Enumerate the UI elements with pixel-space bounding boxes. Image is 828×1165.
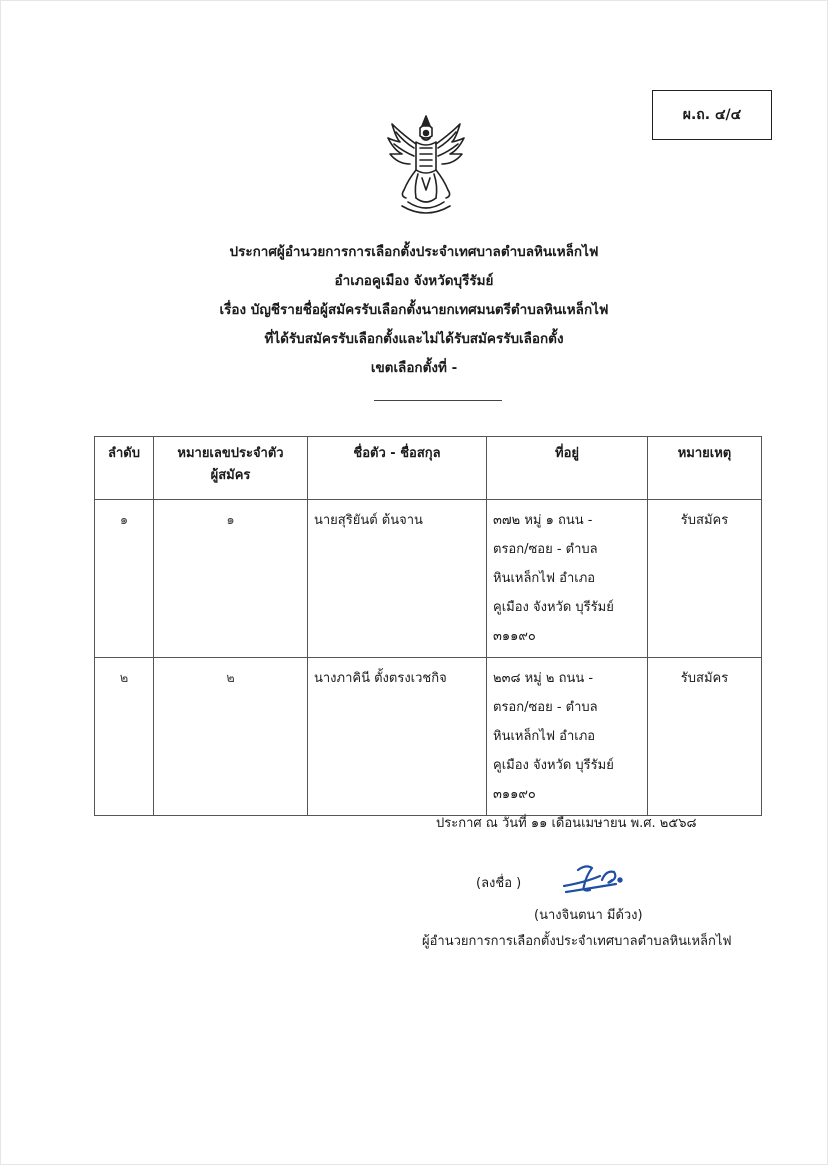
column-header-number-line-2: ผู้สมัคร — [210, 468, 251, 483]
cell-address — [487, 500, 648, 658]
header-line-3: เรื่อง บัญชีรายชื่อผู้สมัครรับเลือกตั้งนายกเทศมนตรีตำบลหินเหล็กไฟ — [219, 302, 609, 318]
table-row — [95, 658, 762, 816]
header-line-5: เขตเลือกตั้งที่ - — [370, 360, 458, 376]
cell-name: นายสุริยันต์ ต้นจาน — [308, 500, 487, 658]
signer-position: ผู้อำนวยการการเลือกตั้งประจำเทศบาลตำบลหินเหล็กไฟ — [422, 934, 732, 949]
form-code: ผ.ถ. ๔/๔ — [682, 107, 742, 123]
cell-candidate-number: ๑ — [154, 500, 308, 658]
signature-icon — [556, 856, 636, 898]
cell-candidate-number: ๒ — [154, 658, 308, 816]
column-header-note: หมายเหตุ — [648, 437, 762, 500]
announcement-header — [100, 238, 728, 383]
table-header-row — [95, 437, 762, 500]
signer-name: (นางจินตนา มีด้วง) — [534, 908, 643, 923]
cell-order: ๑ — [95, 500, 154, 658]
header-divider — [374, 400, 502, 401]
address-line: หินเหล็กไฟ อำเภอ — [493, 729, 596, 744]
table-row — [95, 500, 762, 658]
column-header-order: ลำดับ — [95, 437, 154, 500]
cell-address — [487, 658, 648, 816]
garuda-emblem-icon — [386, 112, 466, 218]
address-line: ๓๑๑๙๐ — [493, 787, 536, 802]
form-code-box — [652, 90, 772, 140]
address-line: หินเหล็กไฟ อำเภอ — [493, 571, 596, 586]
announcement-date: ประกาศ ณ วันที่ ๑๑ เดือนเมษายน พ.ศ. ๒๕๖๘ — [436, 816, 697, 831]
header-line-2: อำเภอคูเมือง จังหวัดบุรีรัมย์ — [334, 273, 494, 289]
cell-name: นางภาคินี ตั้งตรงเวชกิจ — [308, 658, 487, 816]
address-line: ๒๓๘ หมู่ ๒ ถนน - — [493, 671, 594, 686]
candidate-table — [94, 436, 762, 816]
cell-order: ๒ — [95, 658, 154, 816]
address-line: ตรอก/ซอย - ตำบล — [493, 542, 598, 557]
address-line: คูเมือง จังหวัด บุรีรัมย์ — [493, 600, 614, 615]
column-header-address: ที่อยู่ — [487, 437, 648, 500]
column-header-number-line-1: หมายเลขประจำตัว — [177, 446, 284, 461]
cell-note: รับสมัคร — [648, 500, 762, 658]
cell-note: รับสมัคร — [648, 658, 762, 816]
address-line: ๓๗๒ หมู่ ๑ ถนน - — [493, 513, 593, 528]
header-line-4: ที่ได้รับสมัครรับเลือกตั้งและไม่ได้รับสมัครรับเลือกตั้ง — [264, 331, 564, 347]
column-header-candidate-number — [154, 437, 308, 500]
address-line: ๓๑๑๙๐ — [493, 629, 536, 644]
address-line: ตรอก/ซอย - ตำบล — [493, 700, 598, 715]
header-line-1: ประกาศผู้อำนวยการการเลือกตั้งประจำเทศบาลตำบลหินเหล็กไฟ — [229, 244, 599, 260]
column-header-name: ชื่อตัว - ชื่อสกุล — [308, 437, 487, 500]
address-line: คูเมือง จังหวัด บุรีรัมย์ — [493, 758, 614, 773]
sign-label: (ลงชื่อ ) — [476, 876, 522, 891]
